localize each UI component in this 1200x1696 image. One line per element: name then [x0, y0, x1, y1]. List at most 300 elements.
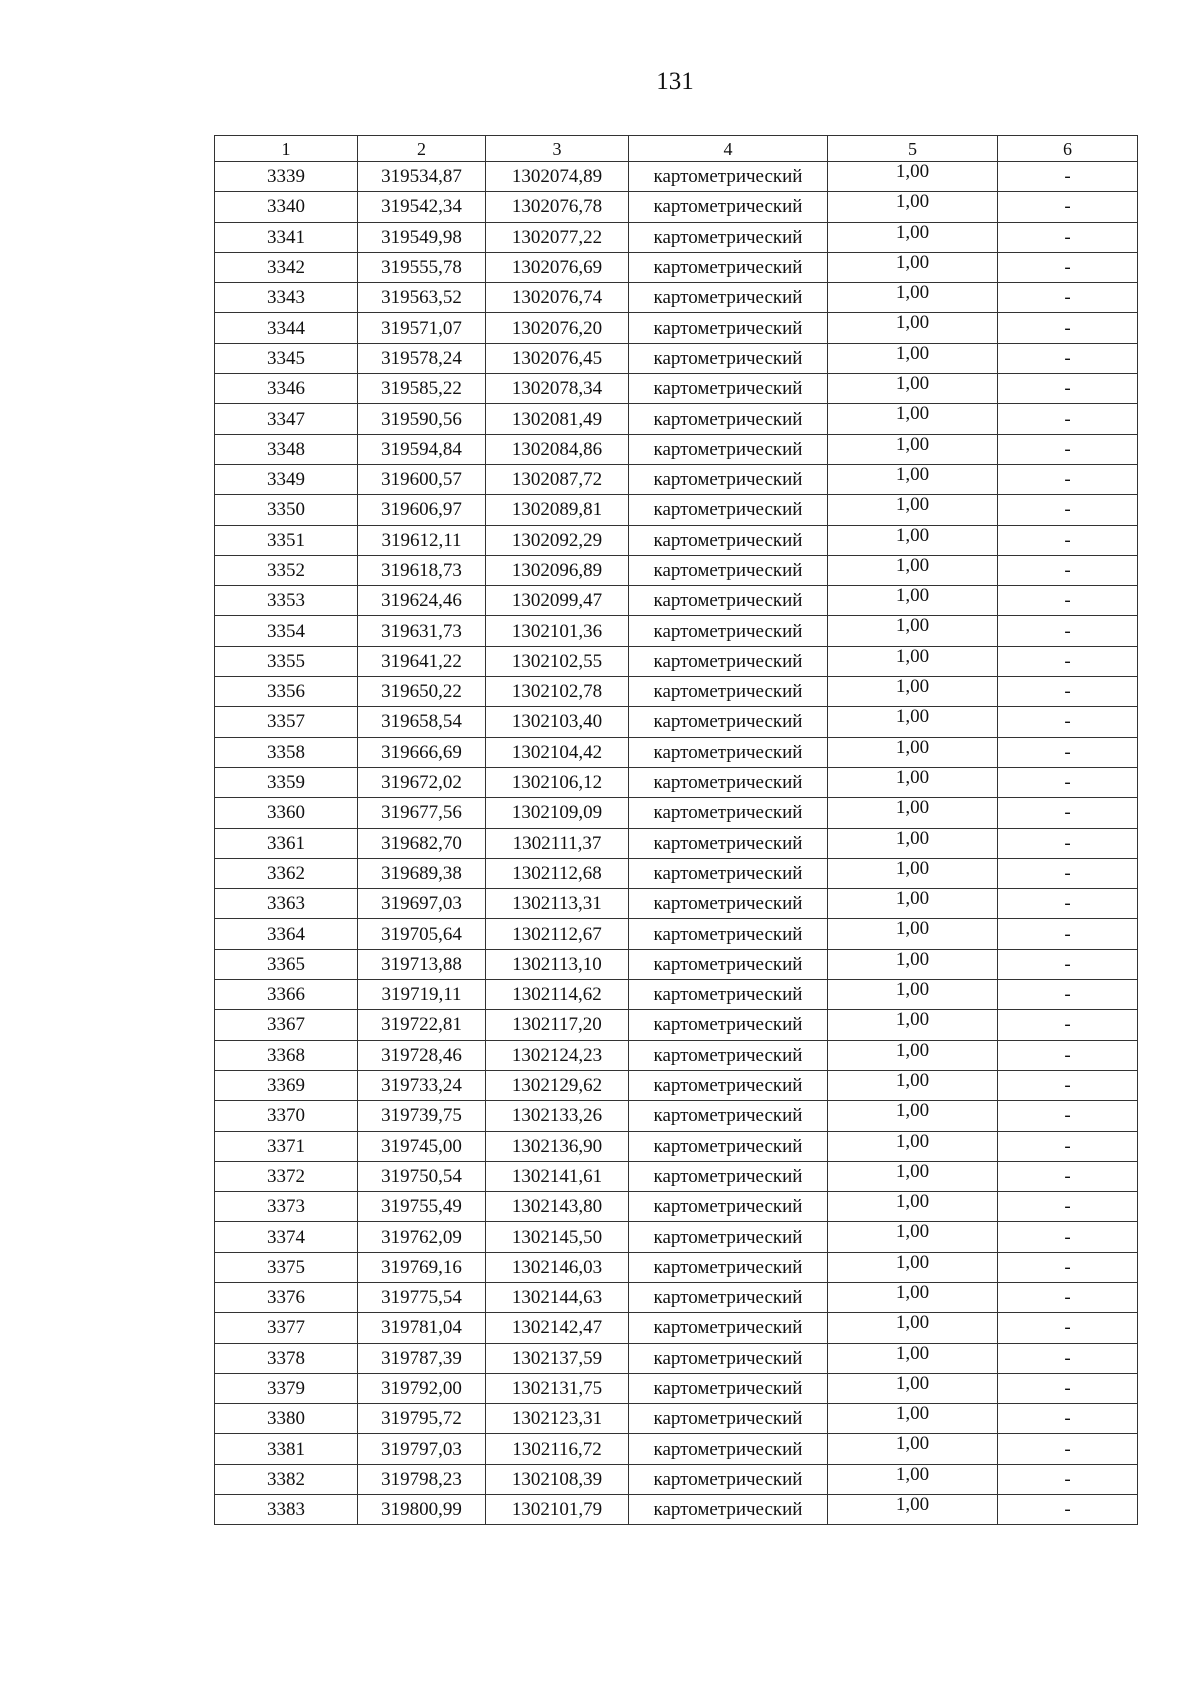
note-cell: -	[998, 1101, 1138, 1131]
accuracy-cell: 1,00	[828, 1192, 998, 1222]
point-number-cell: 3360	[215, 798, 358, 828]
note-cell: -	[998, 980, 1138, 1010]
accuracy-cell: 1,00	[828, 374, 998, 404]
x-coordinate-cell: 319719,11	[358, 980, 486, 1010]
method-cell: картометрический	[629, 555, 828, 585]
note-cell: -	[998, 555, 1138, 585]
note-cell: -	[998, 1282, 1138, 1312]
method-cell: картометрический	[629, 283, 828, 313]
method-cell: картометрический	[629, 1070, 828, 1100]
accuracy-cell: 1,00	[828, 283, 998, 313]
x-coordinate-cell: 319792,00	[358, 1373, 486, 1403]
y-coordinate-cell: 1302112,67	[486, 919, 629, 949]
table-row	[215, 1131, 1138, 1161]
point-number-cell: 3375	[215, 1252, 358, 1282]
point-number-cell: 3372	[215, 1161, 358, 1191]
method-cell: картометрический	[629, 1192, 828, 1222]
point-number-cell: 3344	[215, 313, 358, 343]
note-cell: -	[998, 1343, 1138, 1373]
method-cell: картометрический	[629, 949, 828, 979]
note-cell: -	[998, 677, 1138, 707]
point-number-cell: 3348	[215, 434, 358, 464]
method-cell: картометрический	[629, 1343, 828, 1373]
table-row	[215, 1010, 1138, 1040]
note-cell: -	[998, 1434, 1138, 1464]
note-cell: -	[998, 1495, 1138, 1525]
note-cell: -	[998, 434, 1138, 464]
table-row	[215, 1434, 1138, 1464]
method-cell: картометрический	[629, 404, 828, 434]
y-coordinate-cell: 1302109,09	[486, 798, 629, 828]
point-number-cell: 3346	[215, 374, 358, 404]
table-row	[215, 828, 1138, 858]
point-number-cell: 3382	[215, 1464, 358, 1494]
point-number-cell: 3359	[215, 767, 358, 797]
accuracy-cell: 1,00	[828, 1101, 998, 1131]
note-cell: -	[998, 737, 1138, 767]
accuracy-cell: 1,00	[828, 495, 998, 525]
coordinates-table	[214, 135, 1138, 1525]
method-cell: картометрический	[629, 495, 828, 525]
y-coordinate-cell: 1302081,49	[486, 404, 629, 434]
point-number-cell: 3377	[215, 1313, 358, 1343]
x-coordinate-cell: 319797,03	[358, 1434, 486, 1464]
x-coordinate-cell: 319563,52	[358, 283, 486, 313]
y-coordinate-cell: 1302084,86	[486, 434, 629, 464]
x-coordinate-cell: 319666,69	[358, 737, 486, 767]
table-row	[215, 586, 1138, 616]
y-coordinate-cell: 1302078,34	[486, 374, 629, 404]
x-coordinate-cell: 319775,54	[358, 1282, 486, 1312]
y-coordinate-cell: 1302145,50	[486, 1222, 629, 1252]
y-coordinate-cell: 1302101,79	[486, 1495, 629, 1525]
accuracy-cell: 1,00	[828, 889, 998, 919]
header-cell-3: 3	[486, 136, 629, 162]
accuracy-cell: 1,00	[828, 1313, 998, 1343]
accuracy-cell: 1,00	[828, 646, 998, 676]
accuracy-cell: 1,00	[828, 858, 998, 888]
accuracy-cell: 1,00	[828, 464, 998, 494]
y-coordinate-cell: 1302101,36	[486, 616, 629, 646]
x-coordinate-cell: 319578,24	[358, 343, 486, 373]
y-coordinate-cell: 1302113,31	[486, 889, 629, 919]
method-cell: картометрический	[629, 858, 828, 888]
accuracy-cell: 1,00	[828, 162, 998, 192]
accuracy-cell: 1,00	[828, 919, 998, 949]
accuracy-cell: 1,00	[828, 737, 998, 767]
y-coordinate-cell: 1302124,23	[486, 1040, 629, 1070]
note-cell: -	[998, 1131, 1138, 1161]
y-coordinate-cell: 1302142,47	[486, 1313, 629, 1343]
table-row	[215, 1464, 1138, 1494]
y-coordinate-cell: 1302112,68	[486, 858, 629, 888]
method-cell: картометрический	[629, 222, 828, 252]
x-coordinate-cell: 319697,03	[358, 889, 486, 919]
accuracy-cell: 1,00	[828, 1161, 998, 1191]
table-row	[215, 222, 1138, 252]
method-cell: картометрический	[629, 343, 828, 373]
y-coordinate-cell: 1302144,63	[486, 1282, 629, 1312]
accuracy-cell: 1,00	[828, 980, 998, 1010]
accuracy-cell: 1,00	[828, 707, 998, 737]
table-row	[215, 1282, 1138, 1312]
y-coordinate-cell: 1302108,39	[486, 1464, 629, 1494]
accuracy-cell: 1,00	[828, 1373, 998, 1403]
y-coordinate-cell: 1302076,20	[486, 313, 629, 343]
point-number-cell: 3373	[215, 1192, 358, 1222]
point-number-cell: 3357	[215, 707, 358, 737]
table-row	[215, 1343, 1138, 1373]
point-number-cell: 3370	[215, 1101, 358, 1131]
method-cell: картометрический	[629, 1252, 828, 1282]
note-cell: -	[998, 464, 1138, 494]
accuracy-cell: 1,00	[828, 1464, 998, 1494]
accuracy-cell: 1,00	[828, 616, 998, 646]
y-coordinate-cell: 1302114,62	[486, 980, 629, 1010]
table-row	[215, 1313, 1138, 1343]
table-row	[215, 464, 1138, 494]
method-cell: картометрический	[629, 1464, 828, 1494]
y-coordinate-cell: 1302143,80	[486, 1192, 629, 1222]
point-number-cell: 3342	[215, 252, 358, 282]
point-number-cell: 3339	[215, 162, 358, 192]
point-number-cell: 3383	[215, 1495, 358, 1525]
x-coordinate-cell: 319787,39	[358, 1343, 486, 1373]
method-cell: картометрический	[629, 919, 828, 949]
x-coordinate-cell: 319781,04	[358, 1313, 486, 1343]
accuracy-cell: 1,00	[828, 767, 998, 797]
x-coordinate-cell: 319585,22	[358, 374, 486, 404]
table-row	[215, 192, 1138, 222]
note-cell: -	[998, 283, 1138, 313]
table-row	[215, 283, 1138, 313]
table-row	[215, 616, 1138, 646]
point-number-cell: 3345	[215, 343, 358, 373]
point-number-cell: 3376	[215, 1282, 358, 1312]
point-number-cell: 3364	[215, 919, 358, 949]
table-row	[215, 525, 1138, 555]
method-cell: картометрический	[629, 374, 828, 404]
y-coordinate-cell: 1302076,69	[486, 252, 629, 282]
point-number-cell: 3343	[215, 283, 358, 313]
point-number-cell: 3363	[215, 889, 358, 919]
table-row	[215, 677, 1138, 707]
x-coordinate-cell: 319798,23	[358, 1464, 486, 1494]
header-cell-1: 1	[215, 136, 358, 162]
note-cell: -	[998, 162, 1138, 192]
x-coordinate-cell: 319650,22	[358, 677, 486, 707]
note-cell: -	[998, 313, 1138, 343]
method-cell: картометрический	[629, 828, 828, 858]
table-row	[215, 1252, 1138, 1282]
method-cell: картометрический	[629, 1222, 828, 1252]
note-cell: -	[998, 343, 1138, 373]
table-row	[215, 889, 1138, 919]
x-coordinate-cell: 319631,73	[358, 616, 486, 646]
point-number-cell: 3365	[215, 949, 358, 979]
method-cell: картометрический	[629, 525, 828, 555]
x-coordinate-cell: 319672,02	[358, 767, 486, 797]
point-number-cell: 3353	[215, 586, 358, 616]
note-cell: -	[998, 525, 1138, 555]
y-coordinate-cell: 1302089,81	[486, 495, 629, 525]
header-cell-4: 4	[629, 136, 828, 162]
point-number-cell: 3349	[215, 464, 358, 494]
note-cell: -	[998, 1222, 1138, 1252]
note-cell: -	[998, 374, 1138, 404]
note-cell: -	[998, 889, 1138, 919]
table-row	[215, 313, 1138, 343]
method-cell: картометрический	[629, 737, 828, 767]
y-coordinate-cell: 1302111,37	[486, 828, 629, 858]
x-coordinate-cell: 319542,34	[358, 192, 486, 222]
table-row	[215, 1192, 1138, 1222]
point-number-cell: 3366	[215, 980, 358, 1010]
table-row	[215, 949, 1138, 979]
accuracy-cell: 1,00	[828, 555, 998, 585]
table-body	[215, 162, 1138, 1525]
header-row	[215, 136, 1138, 162]
table-row	[215, 858, 1138, 888]
point-number-cell: 3374	[215, 1222, 358, 1252]
accuracy-cell: 1,00	[828, 586, 998, 616]
accuracy-cell: 1,00	[828, 1040, 998, 1070]
table-row	[215, 707, 1138, 737]
accuracy-cell: 1,00	[828, 404, 998, 434]
x-coordinate-cell: 319549,98	[358, 222, 486, 252]
table-row	[215, 919, 1138, 949]
accuracy-cell: 1,00	[828, 434, 998, 464]
x-coordinate-cell: 319733,24	[358, 1070, 486, 1100]
method-cell: картометрический	[629, 252, 828, 282]
accuracy-cell: 1,00	[828, 525, 998, 555]
y-coordinate-cell: 1302102,78	[486, 677, 629, 707]
point-number-cell: 3369	[215, 1070, 358, 1100]
table-row	[215, 374, 1138, 404]
x-coordinate-cell: 319750,54	[358, 1161, 486, 1191]
point-number-cell: 3350	[215, 495, 358, 525]
table-row	[215, 495, 1138, 525]
table-header	[215, 136, 1138, 162]
y-coordinate-cell: 1302123,31	[486, 1404, 629, 1434]
point-number-cell: 3352	[215, 555, 358, 585]
y-coordinate-cell: 1302076,78	[486, 192, 629, 222]
note-cell: -	[998, 586, 1138, 616]
x-coordinate-cell: 319624,46	[358, 586, 486, 616]
method-cell: картометрический	[629, 1434, 828, 1464]
y-coordinate-cell: 1302137,59	[486, 1343, 629, 1373]
page-number: 131	[656, 68, 694, 95]
y-coordinate-cell: 1302117,20	[486, 1010, 629, 1040]
x-coordinate-cell: 319745,00	[358, 1131, 486, 1161]
table-row	[215, 252, 1138, 282]
point-number-cell: 3362	[215, 858, 358, 888]
method-cell: картометрический	[629, 1495, 828, 1525]
header-cell-5: 5	[828, 136, 998, 162]
note-cell: -	[998, 646, 1138, 676]
x-coordinate-cell: 319728,46	[358, 1040, 486, 1070]
table-row	[215, 646, 1138, 676]
x-coordinate-cell: 319800,99	[358, 1495, 486, 1525]
point-number-cell: 3356	[215, 677, 358, 707]
point-number-cell: 3340	[215, 192, 358, 222]
method-cell: картометрический	[629, 192, 828, 222]
x-coordinate-cell: 319722,81	[358, 1010, 486, 1040]
note-cell: -	[998, 707, 1138, 737]
x-coordinate-cell: 319641,22	[358, 646, 486, 676]
note-cell: -	[998, 616, 1138, 646]
x-coordinate-cell: 319618,73	[358, 555, 486, 585]
note-cell: -	[998, 1404, 1138, 1434]
method-cell: картометрический	[629, 464, 828, 494]
accuracy-cell: 1,00	[828, 1495, 998, 1525]
note-cell: -	[998, 1313, 1138, 1343]
table-row	[215, 980, 1138, 1010]
x-coordinate-cell: 319795,72	[358, 1404, 486, 1434]
point-number-cell: 3381	[215, 1434, 358, 1464]
accuracy-cell: 1,00	[828, 1404, 998, 1434]
method-cell: картометрический	[629, 434, 828, 464]
method-cell: картометрический	[629, 767, 828, 797]
x-coordinate-cell: 319571,07	[358, 313, 486, 343]
y-coordinate-cell: 1302106,12	[486, 767, 629, 797]
note-cell: -	[998, 919, 1138, 949]
accuracy-cell: 1,00	[828, 677, 998, 707]
note-cell: -	[998, 949, 1138, 979]
method-cell: картометрический	[629, 1040, 828, 1070]
accuracy-cell: 1,00	[828, 313, 998, 343]
accuracy-cell: 1,00	[828, 192, 998, 222]
x-coordinate-cell: 319534,87	[358, 162, 486, 192]
table-row	[215, 555, 1138, 585]
x-coordinate-cell: 319769,16	[358, 1252, 486, 1282]
accuracy-cell: 1,00	[828, 1070, 998, 1100]
note-cell: -	[998, 1040, 1138, 1070]
table-row	[215, 343, 1138, 373]
method-cell: картометрический	[629, 889, 828, 919]
method-cell: картометрический	[629, 1010, 828, 1040]
note-cell: -	[998, 1070, 1138, 1100]
y-coordinate-cell: 1302146,03	[486, 1252, 629, 1282]
point-number-cell: 3371	[215, 1131, 358, 1161]
x-coordinate-cell: 319682,70	[358, 828, 486, 858]
y-coordinate-cell: 1302116,72	[486, 1434, 629, 1464]
point-number-cell: 3378	[215, 1343, 358, 1373]
note-cell: -	[998, 1464, 1138, 1494]
method-cell: картометрический	[629, 1101, 828, 1131]
method-cell: картометрический	[629, 798, 828, 828]
y-coordinate-cell: 1302131,75	[486, 1373, 629, 1403]
y-coordinate-cell: 1302074,89	[486, 162, 629, 192]
x-coordinate-cell: 319755,49	[358, 1192, 486, 1222]
table-row	[215, 1161, 1138, 1191]
table-row	[215, 1222, 1138, 1252]
accuracy-cell: 1,00	[828, 1252, 998, 1282]
table-row	[215, 404, 1138, 434]
point-number-cell: 3347	[215, 404, 358, 434]
method-cell: картометрический	[629, 586, 828, 616]
method-cell: картометрический	[629, 1373, 828, 1403]
y-coordinate-cell: 1302076,45	[486, 343, 629, 373]
method-cell: картометрический	[629, 616, 828, 646]
x-coordinate-cell: 319739,75	[358, 1101, 486, 1131]
x-coordinate-cell: 319705,64	[358, 919, 486, 949]
point-number-cell: 3341	[215, 222, 358, 252]
point-number-cell: 3380	[215, 1404, 358, 1434]
method-cell: картометрический	[629, 313, 828, 343]
x-coordinate-cell: 319590,56	[358, 404, 486, 434]
accuracy-cell: 1,00	[828, 1222, 998, 1252]
header-cell-6: 6	[998, 136, 1138, 162]
point-number-cell: 3379	[215, 1373, 358, 1403]
note-cell: -	[998, 495, 1138, 525]
method-cell: картометрический	[629, 707, 828, 737]
note-cell: -	[998, 1252, 1138, 1282]
note-cell: -	[998, 1373, 1138, 1403]
method-cell: картометрический	[629, 1131, 828, 1161]
point-number-cell: 3358	[215, 737, 358, 767]
y-coordinate-cell: 1302087,72	[486, 464, 629, 494]
table-row	[215, 1495, 1138, 1525]
table-row	[215, 798, 1138, 828]
y-coordinate-cell: 1302103,40	[486, 707, 629, 737]
x-coordinate-cell: 319600,57	[358, 464, 486, 494]
accuracy-cell: 1,00	[828, 798, 998, 828]
point-number-cell: 3361	[215, 828, 358, 858]
point-number-cell: 3351	[215, 525, 358, 555]
x-coordinate-cell: 319606,97	[358, 495, 486, 525]
method-cell: картометрический	[629, 1282, 828, 1312]
accuracy-cell: 1,00	[828, 1434, 998, 1464]
table-row	[215, 1373, 1138, 1403]
accuracy-cell: 1,00	[828, 1131, 998, 1161]
note-cell: -	[998, 404, 1138, 434]
note-cell: -	[998, 222, 1138, 252]
note-cell: -	[998, 1161, 1138, 1191]
x-coordinate-cell: 319762,09	[358, 1222, 486, 1252]
table-row	[215, 1070, 1138, 1100]
table-row	[215, 1040, 1138, 1070]
accuracy-cell: 1,00	[828, 343, 998, 373]
method-cell: картометрический	[629, 980, 828, 1010]
x-coordinate-cell: 319594,84	[358, 434, 486, 464]
y-coordinate-cell: 1302136,90	[486, 1131, 629, 1161]
y-coordinate-cell: 1302133,26	[486, 1101, 629, 1131]
point-number-cell: 3368	[215, 1040, 358, 1070]
accuracy-cell: 1,00	[828, 828, 998, 858]
x-coordinate-cell: 319555,78	[358, 252, 486, 282]
y-coordinate-cell: 1302102,55	[486, 646, 629, 676]
accuracy-cell: 1,00	[828, 252, 998, 282]
method-cell: картометрический	[629, 1404, 828, 1434]
method-cell: картометрический	[629, 1161, 828, 1191]
x-coordinate-cell: 319677,56	[358, 798, 486, 828]
y-coordinate-cell: 1302104,42	[486, 737, 629, 767]
method-cell: картометрический	[629, 677, 828, 707]
header-cell-2: 2	[358, 136, 486, 162]
note-cell: -	[998, 252, 1138, 282]
note-cell: -	[998, 1010, 1138, 1040]
table-row	[215, 767, 1138, 797]
table-row	[215, 1404, 1138, 1434]
point-number-cell: 3354	[215, 616, 358, 646]
note-cell: -	[998, 1192, 1138, 1222]
y-coordinate-cell: 1302096,89	[486, 555, 629, 585]
table-row	[215, 434, 1138, 464]
note-cell: -	[998, 858, 1138, 888]
table-row	[215, 1101, 1138, 1131]
point-number-cell: 3355	[215, 646, 358, 676]
